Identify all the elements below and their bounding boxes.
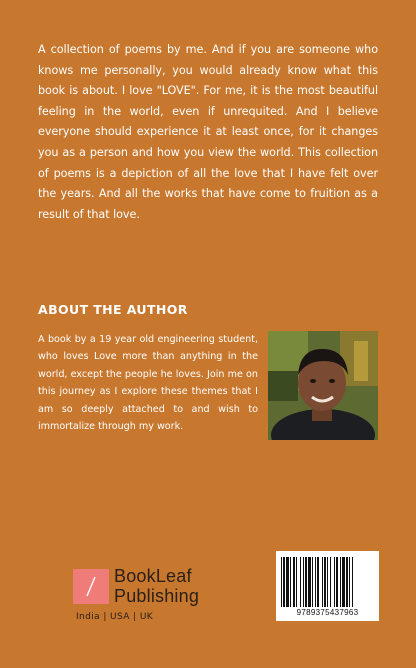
barcode-bars [281, 557, 374, 607]
author-bio: A book by a 19 year old engineering student, who loves Love more than anything in the world, except the people he loves. Join me on this journey as I explore these themes that I am so deeply attached to and wish to immortalize through my work. [38, 334, 258, 433]
publisher-name-line1: BookLeaf [114, 566, 192, 586]
publisher-regions: India | USA | UK [76, 612, 154, 622]
isbn-number: 9789375437963 [296, 608, 359, 617]
back-cover-blurb: A collection of poems by me. And if you are someone who knows me personally, you would already know what this book is about. I love "LOVE". For me, it is the most beautiful feeling in the world, even if unrequited. And I believe everyone should experience it at least once, for it changes you as a person and how you view the world. This collection of poems is a depiction of all the love that I have felt over the years. And all the works that have come to fruition as a result of that love. [38, 43, 378, 221]
publisher-logo-icon [73, 569, 109, 604]
author-photo [268, 331, 378, 440]
about-author-heading: ABOUT THE AUTHOR [38, 302, 188, 317]
isbn-barcode [276, 551, 379, 621]
publisher-name-line2: Publishing [114, 586, 200, 606]
